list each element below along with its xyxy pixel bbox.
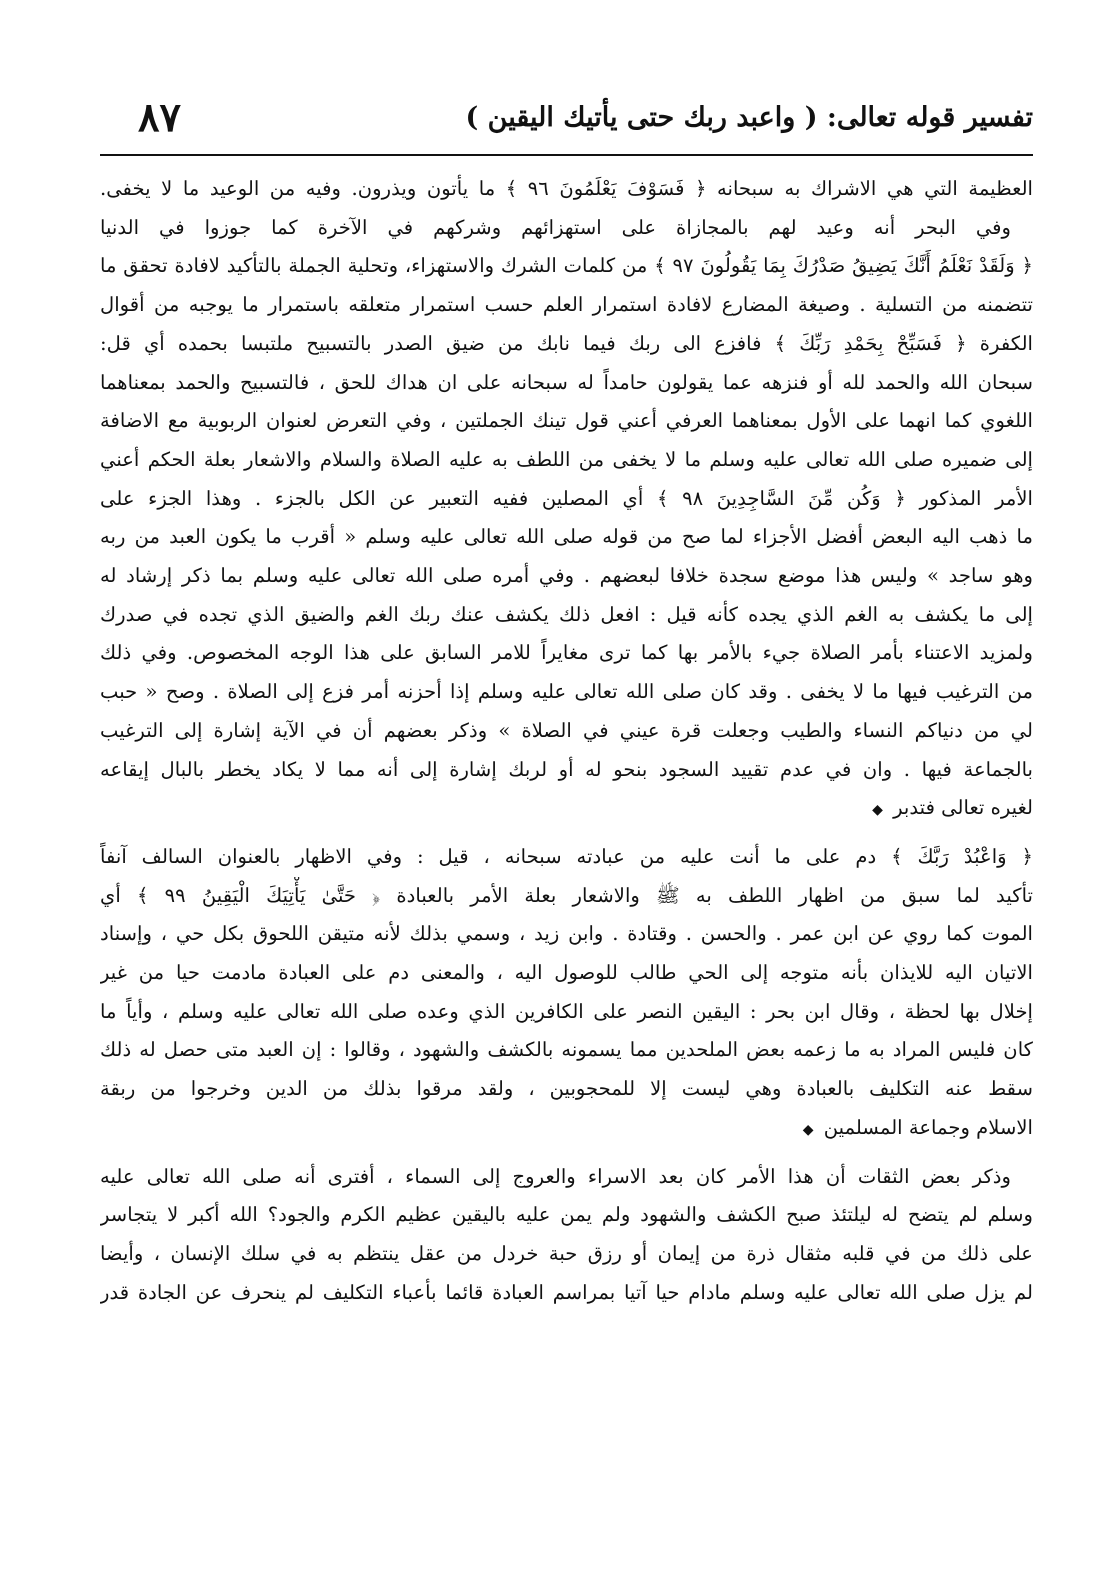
text-line: لم يزل صلى الله تعالى عليه وسلم مادام حيا آتيا بمراسم العبادة قائما بأعباء التكليف لم ينحرف عن الجادة قدر xyxy=(100,1280,1033,1304)
text-line: ﴿ وَلَقَدْ نَعْلَمُ أَنَّكَ يَضِيقُ صَدْرُكَ بِمَا يَقُولُونَ ٩٧ ﴾ من كلمات الشرك والاستهزاء، وتحلية الجملة بالتأكيد لافادة تحقق ما xyxy=(100,254,1033,278)
text-line: إلى ما يكشف به الغم الذي يجده كأنه قيل : افعل ذلك يكشف عنك ربك الغم والضيق الذي تجده في صدرك xyxy=(100,602,1033,626)
text-line: على ذلك من في قلبه مثقال ذرة من إيمان أو رزق حبة خردل من عقل ينتظم به في سلك الإنسان ، وأيضا xyxy=(100,1241,1033,1265)
text-line: إلى ضميره صلى الله تعالى عليه وسلم ما لا يخفى من اللطف به عليه الصلاة والسلام والاشعار بعلة الحكم أعني xyxy=(100,447,1033,471)
text-line: الأمر المذكور ﴿ وَكُن مِّنَ السَّاجِدِينَ ٩٨ ﴾ أي المصلين ففيه التعبير عن الكل بالجزء . وهذا الجزء على xyxy=(100,486,1033,510)
paragraph-last-line xyxy=(100,1109,1033,1150)
page-header xyxy=(100,90,1033,156)
text-line: وذكر بعض الثقات أن هذا الأمر كان بعد الاسراء والعروج إلى السماء ، أفترى أنه صلى الله تعالى عليه xyxy=(100,1164,1011,1188)
text-line: لي من دنياكم النساء والطيب وجعلت قرة عيني في الصلاة » وذكر بعضهم أن في الآية إشارة إلى الترغيب xyxy=(100,718,1033,742)
text-line: تأكيد لما سبق من اظهار اللطف به ﷺ والاشعار بعلة الأمر بالعبادة ﴿ حَتَّىٰ يَأْتِيَكَ الْيَقِينُ ٩٩ ﴾ أي xyxy=(100,883,1033,907)
text-line: ما ذهب اليه البعض أفضل الأجزاء لما صح من قوله صلى الله تعالى عليه وسلم « أقرب ما يكون العبد من ربه xyxy=(100,525,1033,549)
text-line: سقط عنه التكليف بالعبادة وهي ليست إلا للمحجوبين ، ولقد مرقوا بذلك من الدين وخرجوا من ربقة xyxy=(100,1077,1033,1101)
text-line: ولمزيد الاعتناء بأمر الصلاة جيء بالأمر بها كما ترى مغايراً للامر السابق على هذا الوجه المخصوص. وفي ذلك xyxy=(100,641,1033,665)
paragraph-last-line xyxy=(100,789,1033,830)
text-line: سبحان الله والحمد لله أو فنزهه عما يقولون حامداً له سبحانه على ان هداك للحق ، فالتسبيح والحمد بمعناهما xyxy=(100,370,1033,394)
text-line: الاسلام وجماعة المسلمين xyxy=(823,1115,1033,1139)
text-line: لغيره تعالى فتدبر xyxy=(893,796,1033,820)
text-line: من الترغيب فيها ما لا يخفى . وقد كان صلى الله تعالى عليه وسلم إذا أحزنه أمر فزع إلى الصلاة . وصح « حبب xyxy=(100,680,1033,704)
text-line: العظيمة التي هي الاشراك به سبحانه ﴿ فَسَوْفَ يَعْلَمُونَ ٩٦ ﴾ ما يأتون ويذرون. وفيه من الوعيد ما لا يخفى. xyxy=(100,177,1033,200)
text-line: تتضمنه من التسلية . وصيغة المضارع لافادة استمرار العلم حسب استمرار متعلقه باستمرار ما يوجبه من أقوال xyxy=(100,293,1033,317)
paragraph-end-mark: ◆ xyxy=(802,1121,814,1138)
text-line: وسلم لم يتضح له ليلتئذ صبح الكشف والشهود ولم يمن عليه باليقين عظيم الكرم والجود؟ الله أكبر لا يتجاسر xyxy=(100,1203,1033,1227)
text-line: الاتيان اليه للايذان بأنه متوجه إلى الحي طالب للوصول اليه ، والمعنى دم على العبادة مادمت حيا من غير xyxy=(100,961,1033,985)
text-line: ﴿ وَاعْبُدْ رَبَّكَ ﴾ دم على ما أنت عليه من عبادته سبحانه ، قيل : وفي الاظهار بالعنوان السالف آنفاً xyxy=(100,844,1033,868)
paragraph-end-mark: ◆ xyxy=(872,802,883,819)
text-line: كان فليس المراد به ما زعمه بعض الملحدين مما يسمونه بالكشف والشهود ، وقالوا : إن العبد متى حصل له ذلك xyxy=(100,1038,1033,1062)
text-line: إخلال بها لحظة ، وقال ابن بحر : اليقين النصر على الكافرين الذي وعده صلى الله تعالى عليه وسلم ، وأياً ما xyxy=(100,999,1033,1023)
text-line: اللغوي كما انهما على الأول بمعناهما العرفي أعني قول تينك الجملتين ، وفي التعرض لعنوان الربوبية مع الاضافة xyxy=(100,409,1033,433)
page-body xyxy=(100,170,1033,1312)
text-line: وفي البحر أنه وعيد لهم بالمجازاة على استهزائهم وشركهم في الآخرة كما جوزوا في الدنيا xyxy=(100,215,1011,239)
page-number: ٨٧ xyxy=(138,94,181,141)
text-line: الكفرة ﴿ فَسَبِّحْ بِحَمْدِ رَبِّكَ ﴾ فافزع الى ربك فيما نابك من ضيق الصدر بالتسبيح ملتبسا بحمده أي قل: xyxy=(100,331,1033,355)
text-line: الموت كما روي عن ابن عمر . والحسن . وقتادة . وابن زيد ، وسمي بذلك لأنه متيقن اللحوق بكل حي ، وإسناد xyxy=(100,922,1033,946)
running-title: تفسير قوله تعالى: ( واعبد ربك حتى يأتيك اليقين ) xyxy=(465,102,1033,133)
text-line: بالجماعة فيها . وان في عدم تقييد السجود بنحو له أو لربك إشارة إلى أنه مما لا يكاد يخطر بالبال إيقاعه xyxy=(100,757,1033,781)
text-line: وهو ساجد » وليس هذا موضع سجدة خلافا لبعضهم . وفي أمره صلى الله تعالى عليه وسلم بما ذكر إرشاد له xyxy=(100,564,1033,588)
